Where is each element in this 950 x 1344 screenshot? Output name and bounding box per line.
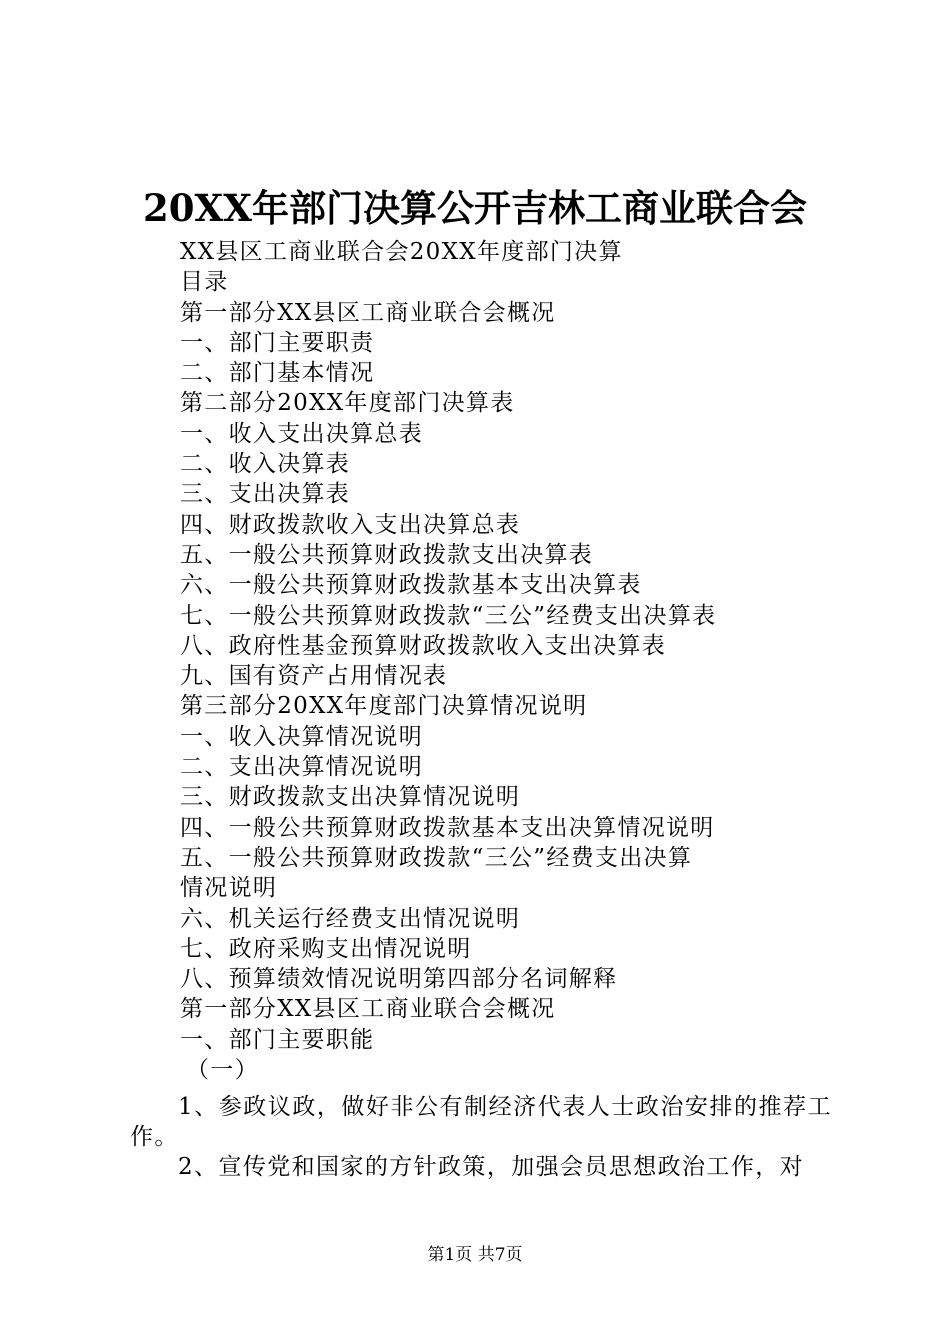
toc-line: 第三部分20XX年度部门决算情况说明 xyxy=(180,693,588,720)
body-paragraph: 1、参政议政，做好非公有制经济代表人士政治安排的推荐工作。 xyxy=(130,1094,832,1151)
toc-line: 四、财政拨款收入支出决算总表 xyxy=(180,511,521,538)
page-footer: 第1页 共7页 xyxy=(427,1245,523,1265)
toc-line: 第一部分XX县区工商业联合会概况 xyxy=(180,299,556,326)
toc-line: 七、政府采购支出情况说明 xyxy=(180,935,472,962)
document-title: 20XX年部门决算公开吉林工商业联合会 xyxy=(143,186,807,230)
toc-line: 四、一般公共预算财政拨款基本支出决算情况说明 xyxy=(180,814,715,841)
toc-line: 九、国有资产占用情况表 xyxy=(180,663,448,690)
toc-line: （一） xyxy=(186,1057,259,1084)
toc-line: 一、部门主要职能 xyxy=(180,1026,375,1053)
toc-line: 三、支出决算表 xyxy=(180,481,351,508)
toc-line: 一、部门主要职责 xyxy=(180,329,375,356)
toc-line: 情况说明 xyxy=(180,875,278,902)
toc-line: 六、一般公共预算财政拨款基本支出决算表 xyxy=(180,572,642,599)
toc-line: 二、部门基本情况 xyxy=(180,360,375,387)
toc-line: 目录 xyxy=(180,269,229,296)
toc-line: 一、收入决算情况说明 xyxy=(180,723,423,750)
toc-line: 二、支出决算情况说明 xyxy=(180,754,423,781)
toc-line: 六、机关运行经费支出情况说明 xyxy=(180,905,521,932)
toc-line: 一、收入支出决算总表 xyxy=(180,420,423,447)
body-paragraph: 2、宣传党和国家的方针政策，加强会员思想政治工作，对 xyxy=(178,1154,805,1180)
toc-line: 五、一般公共预算财政拨款支出决算表 xyxy=(180,541,594,568)
toc-line: 第二部分20XX年度部门决算表 xyxy=(180,390,515,417)
toc-line: 二、收入决算表 xyxy=(180,451,351,478)
toc-line: 八、预算绩效情况说明第四部分名词解释 xyxy=(180,966,618,993)
table-of-contents xyxy=(180,237,860,1085)
toc-line: XX县区工商业联合会20XX年度部门决算 xyxy=(180,239,623,265)
toc-line: 三、财政拨款支出决算情况说明 xyxy=(180,784,521,811)
toc-line: 八、政府性基金预算财政拨款收入支出决算表 xyxy=(180,632,666,659)
toc-line: 五、一般公共预算财政拨款“三公”经费支出决算 xyxy=(180,844,693,871)
toc-line: 七、一般公共预算财政拨款“三公”经费支出决算表 xyxy=(180,602,717,629)
toc-line: 第一部分XX县区工商业联合会概况 xyxy=(180,996,556,1023)
